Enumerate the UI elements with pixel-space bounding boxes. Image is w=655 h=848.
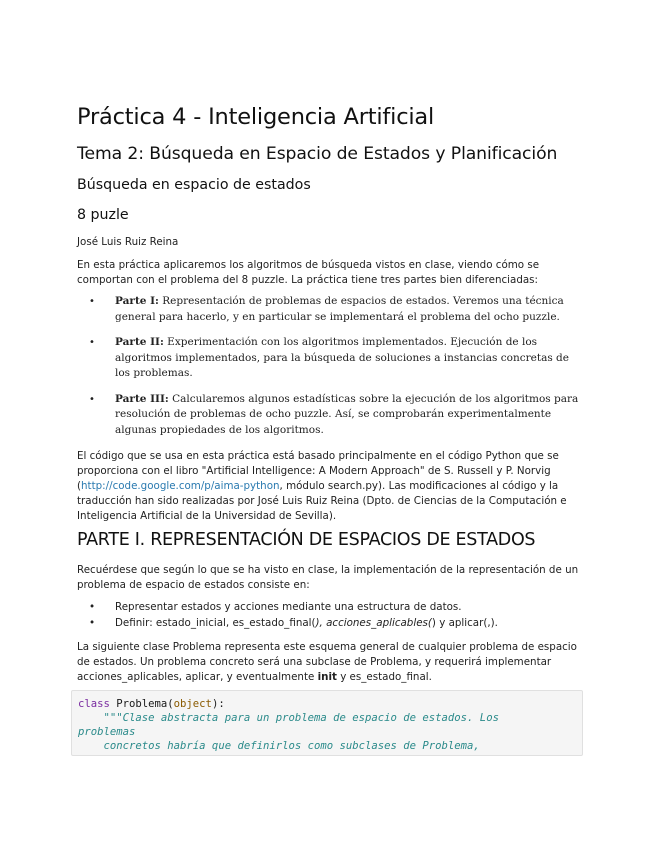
list-item-text: Representar estados y acciones mediante una estructura de datos.	[115, 601, 462, 613]
bullet-icon: •	[89, 617, 96, 629]
list-item-text-end: ) y aplicar(,).	[431, 617, 498, 629]
list-item	[77, 294, 585, 325]
bullet-icon: •	[89, 296, 95, 307]
parts-list	[77, 294, 585, 448]
code-docstring-line: """Clase abstracta para un problema de espacio de estados. Los	[78, 712, 499, 724]
list-item	[77, 335, 585, 382]
code-docstring-line: problemas	[78, 726, 136, 738]
init-bold: init	[317, 671, 337, 683]
credits-text-end: , módulo search.py). Las modificaciones al código y la traducción han sido realizadas por José Luis Ruiz Reina (Dpto. de Ciencias de la Computación e Inteligencia Artificial de la Universidad de Sevilla).	[77, 480, 567, 522]
code-block	[71, 690, 583, 756]
class-description-end: y es_estado_final.	[336, 671, 432, 683]
page-subtitle: Tema 2: Búsqueda en Espacio de Estados y Planificación	[77, 144, 558, 164]
aima-python-link[interactable]: http://code.google.com/p/aima-python	[81, 480, 280, 492]
author-name: José Luis Ruiz Reina	[77, 236, 179, 248]
list-item	[77, 392, 585, 439]
code-keyword: class	[78, 698, 110, 710]
class-description	[77, 640, 587, 685]
class-description-text: La siguiente clase Problema representa este esquema general de cualquier problema de espacio de estados. Un problema concreto será una subclase de Problema, y requerirá implementar acciones_aplicables, aplicar, y eventualmente	[77, 641, 577, 683]
code-class-name: Problema(	[109, 698, 174, 710]
list-item	[77, 615, 585, 631]
code-docstring-line: concretos habría que definirlos como subclases de Problema,	[78, 740, 480, 752]
part-text: Representación de problemas de espacios de estados. Veremos una técnica general para hacerlo, y en particular se implementará el problema del ocho puzzle.	[115, 295, 564, 323]
section-heading: Búsqueda en espacio de estados	[77, 177, 311, 193]
credits-text: El código que se usa en esta práctica está basado principalmente en el código Python que se proporciona con el libro "Artificial Intelligence: A Modern Approach" de S. Russell y P. Norvig (	[77, 450, 559, 492]
credits-paragraph	[77, 449, 587, 524]
bullet-icon: •	[89, 601, 96, 613]
bullet-icon: •	[89, 393, 95, 405]
part1-list	[77, 599, 585, 631]
code-punct: ):	[211, 698, 225, 710]
subsection-heading: 8 puzle	[77, 207, 129, 223]
code-base-class: object	[173, 698, 212, 710]
part1-heading: PARTE I. REPRESENTACIÓN DE ESPACIOS DE ESTADOS	[77, 530, 536, 550]
part-text: Calcularemos algunos estadísticas sobre la ejecución de los algoritmos para resolución de problemas de ocho puzzle. Así, se comprobarán experimentalmente algunas propiedades de los algoritmos.	[115, 392, 579, 436]
part-label: Parte II:	[115, 336, 164, 348]
part1-intro: Recuérdese que según lo que se ha visto en clase, la implementación de la representación de un problema de espacio de estados consiste en:	[77, 564, 579, 591]
part-text: Experimentación con los algoritmos implementados. Ejecución de los algoritmos implementados, para la búsqueda de soluciones a instancias concretas de los problemas.	[115, 336, 569, 379]
bullet-icon: •	[89, 337, 95, 348]
intro-paragraph: En esta práctica aplicaremos los algoritmos de búsqueda vistos en clase, viendo cómo se comportan con el problema del 8 puzzle. La práctica tiene tres partes bien diferenciadas:	[77, 259, 540, 286]
part-label: Parte III:	[115, 392, 169, 405]
list-item-text-italic: ), acciones_aplicables(	[315, 617, 432, 629]
list-item	[77, 599, 585, 615]
part-label: Parte I:	[115, 295, 159, 307]
page-title: Práctica 4 - Inteligencia Artificial	[77, 104, 435, 130]
list-item-text: Definir: estado_inicial, es_estado_final(	[115, 617, 316, 629]
